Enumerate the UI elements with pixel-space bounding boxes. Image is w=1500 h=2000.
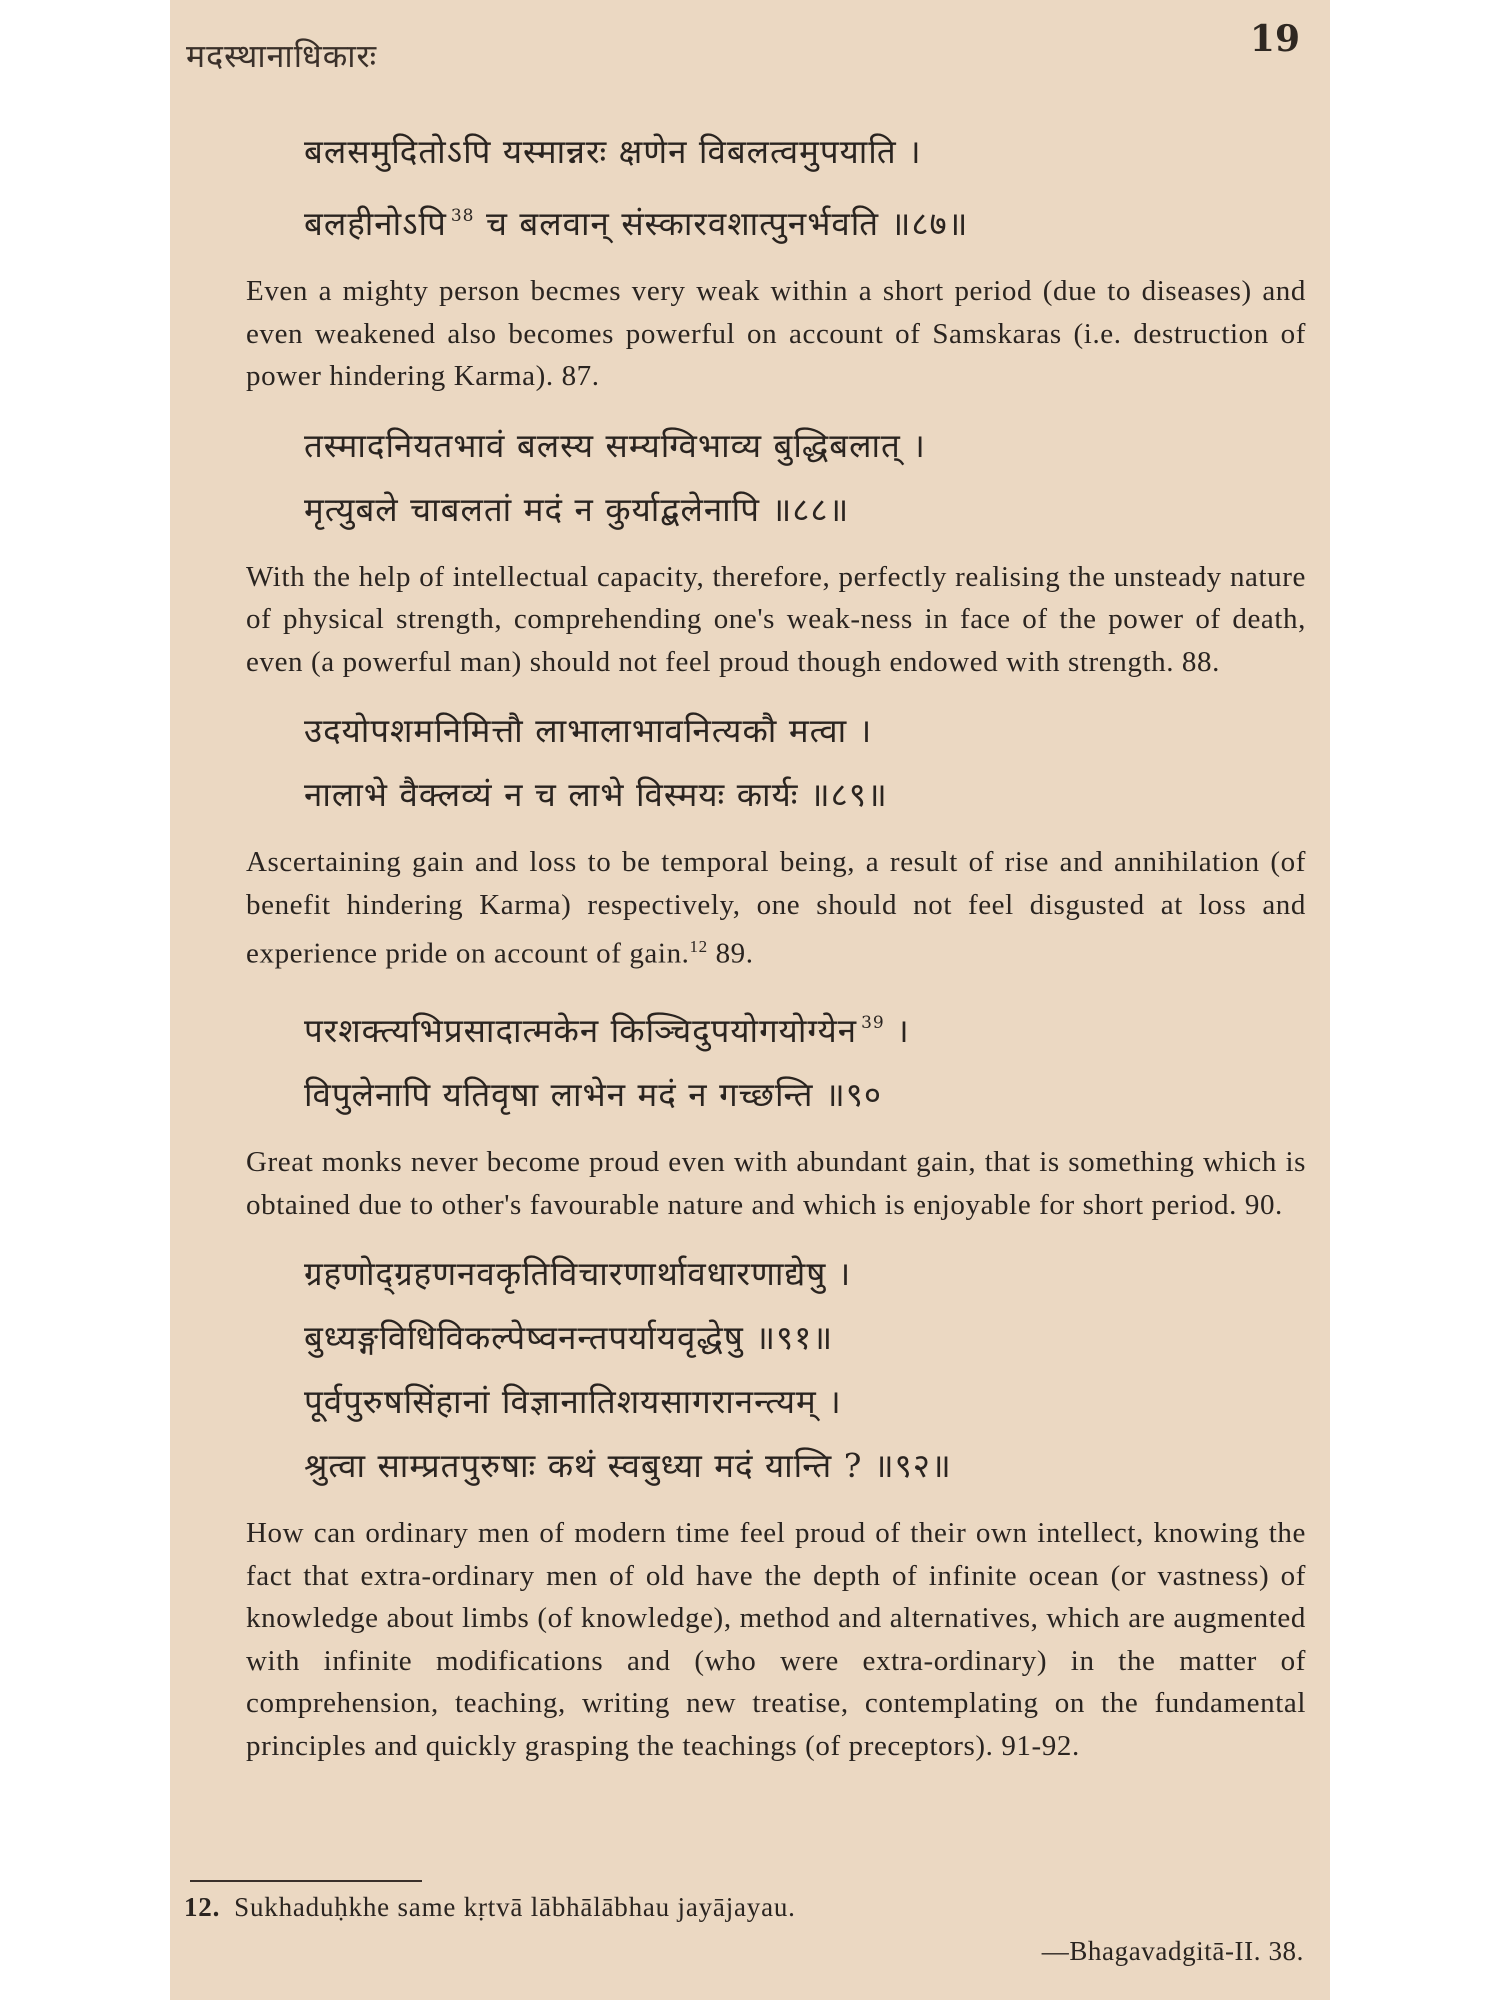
verse-line: बुध्यङ्गविधिविकल्पेष्वनन्तपर्यायवृद्धेषु ॥९१॥: [304, 1318, 834, 1358]
footnote-rule: [190, 1880, 422, 1882]
verse-88: [304, 414, 1306, 542]
verse-line: [304, 120, 1306, 184]
footnote-source: —Bhagavadgitā-II. 38.: [1041, 1936, 1304, 1966]
translation-text: Ascertaining gain and loss to be temporal being, a result of rise and annihilation (of benefit hindering Karma) respectively, one should not feel disgusted at loss and experience pride on account of gain.: [246, 846, 1306, 970]
translation-89: [246, 841, 1306, 975]
translation-88: With the help of intellectual capacity, therefore, perfectly realising the unsteady nature of physical strength, comprehending one's weak-ness in face of the power of death, even (a powerful man) should not feel proud though endowed with strength. 88.: [246, 560, 1306, 678]
verse-line: तस्मादनियतभावं बलस्य सम्यग्विभाव्य बुद्धिबलात् ।: [304, 425, 926, 465]
footnote-ref: 38: [450, 206, 475, 226]
verse-line: [304, 991, 1306, 1063]
verse-89: [304, 699, 1306, 827]
verse-90: [304, 991, 1306, 1127]
verse-line: पूर्वपुरुषसिंहानां विज्ञानातिशयसागरानन्त्यम् ।: [304, 1382, 842, 1422]
verse-line: मृत्युबले चाबलतां मदं न कुर्याद्बलेनापि ॥८८॥: [304, 489, 850, 529]
footnote-number: 12.: [184, 1892, 221, 1922]
verse-text: परशक्त्यभिप्रसादात्मकेन किञ्चिदुपयोगयोग्येन: [304, 1011, 858, 1051]
footnote-ref: 12: [689, 937, 708, 956]
page-number: 19: [1249, 18, 1300, 60]
verse-line: उदयोपशमनिमित्तौ लाभालाभावनित्यकौ मत्वा ।: [304, 711, 873, 750]
verse-87: [304, 120, 1306, 256]
verse-number: 89.: [707, 937, 754, 970]
footnote-text: Sukhaduḥkhe same kṛtvā lābhālābhau jayājayau.: [234, 1892, 796, 1922]
verse-text: च बलवान् संस्कारवशात्पुनर्भवति ॥८७॥: [474, 204, 969, 243]
verse-line: [304, 184, 1306, 256]
verse-line: श्रुत्वा साम्प्रतपुरुषाः कथं स्वबुध्या मदं यान्ति ? ॥९२॥: [304, 1446, 952, 1486]
verse-text: बलसमुदितोऽपि यस्मान्नरः क्षणेन विबलत्वमुपयाति ।: [304, 132, 922, 171]
verse-91-92: [304, 1242, 1306, 1498]
verse-text: बलहीनोऽपि: [304, 204, 447, 243]
verse-text: ।: [884, 1011, 910, 1051]
footnote: [184, 1892, 1304, 1923]
footnote-ref: 39: [861, 1013, 885, 1034]
running-head: मदस्थानाधिकारः: [186, 37, 378, 75]
page-content: [246, 120, 1306, 1783]
verse-line: नालाभे वैक्लव्यं न च लाभे विस्मयः कार्यः ॥८९॥: [304, 775, 888, 814]
translation-91-92: How can ordinary men of modern time feel proud of their own intellect, knowing the fact that extra-ordinary men of old have the depth of infinite ocean (or vastness) of knowledge about limbs (of knowledge), method and alternatives, which are augmented with infinite modifications and (who were extra-ordinary) in the matter of comprehension, teaching, writing new treatise, contemplating on the fundamental principles and quickly grasping the teachings (of preceptors). 91-92.: [246, 1517, 1306, 1762]
book-page: [170, 0, 1330, 2000]
translation-90: Great monks never become proud even with abundant gain, that is something which is obtained due to other's favourable nature and which is enjoyable for short period. 90.: [246, 1146, 1306, 1221]
verse-line: विपुलेनापि यतिवृषा लाभेन मदं न गच्छन्ति ॥९०: [304, 1075, 883, 1115]
translation-87: Even a mighty person becmes very weak within a short period (due to diseases) and even weakened also becomes powerful on account of Samskaras (i.e. destruction of power hindering Karma). 87.: [246, 275, 1306, 392]
verse-line: ग्रहणोद्ग्रहणनवकृतिविचारणार्थावधारणाद्येषु ।: [304, 1254, 852, 1294]
